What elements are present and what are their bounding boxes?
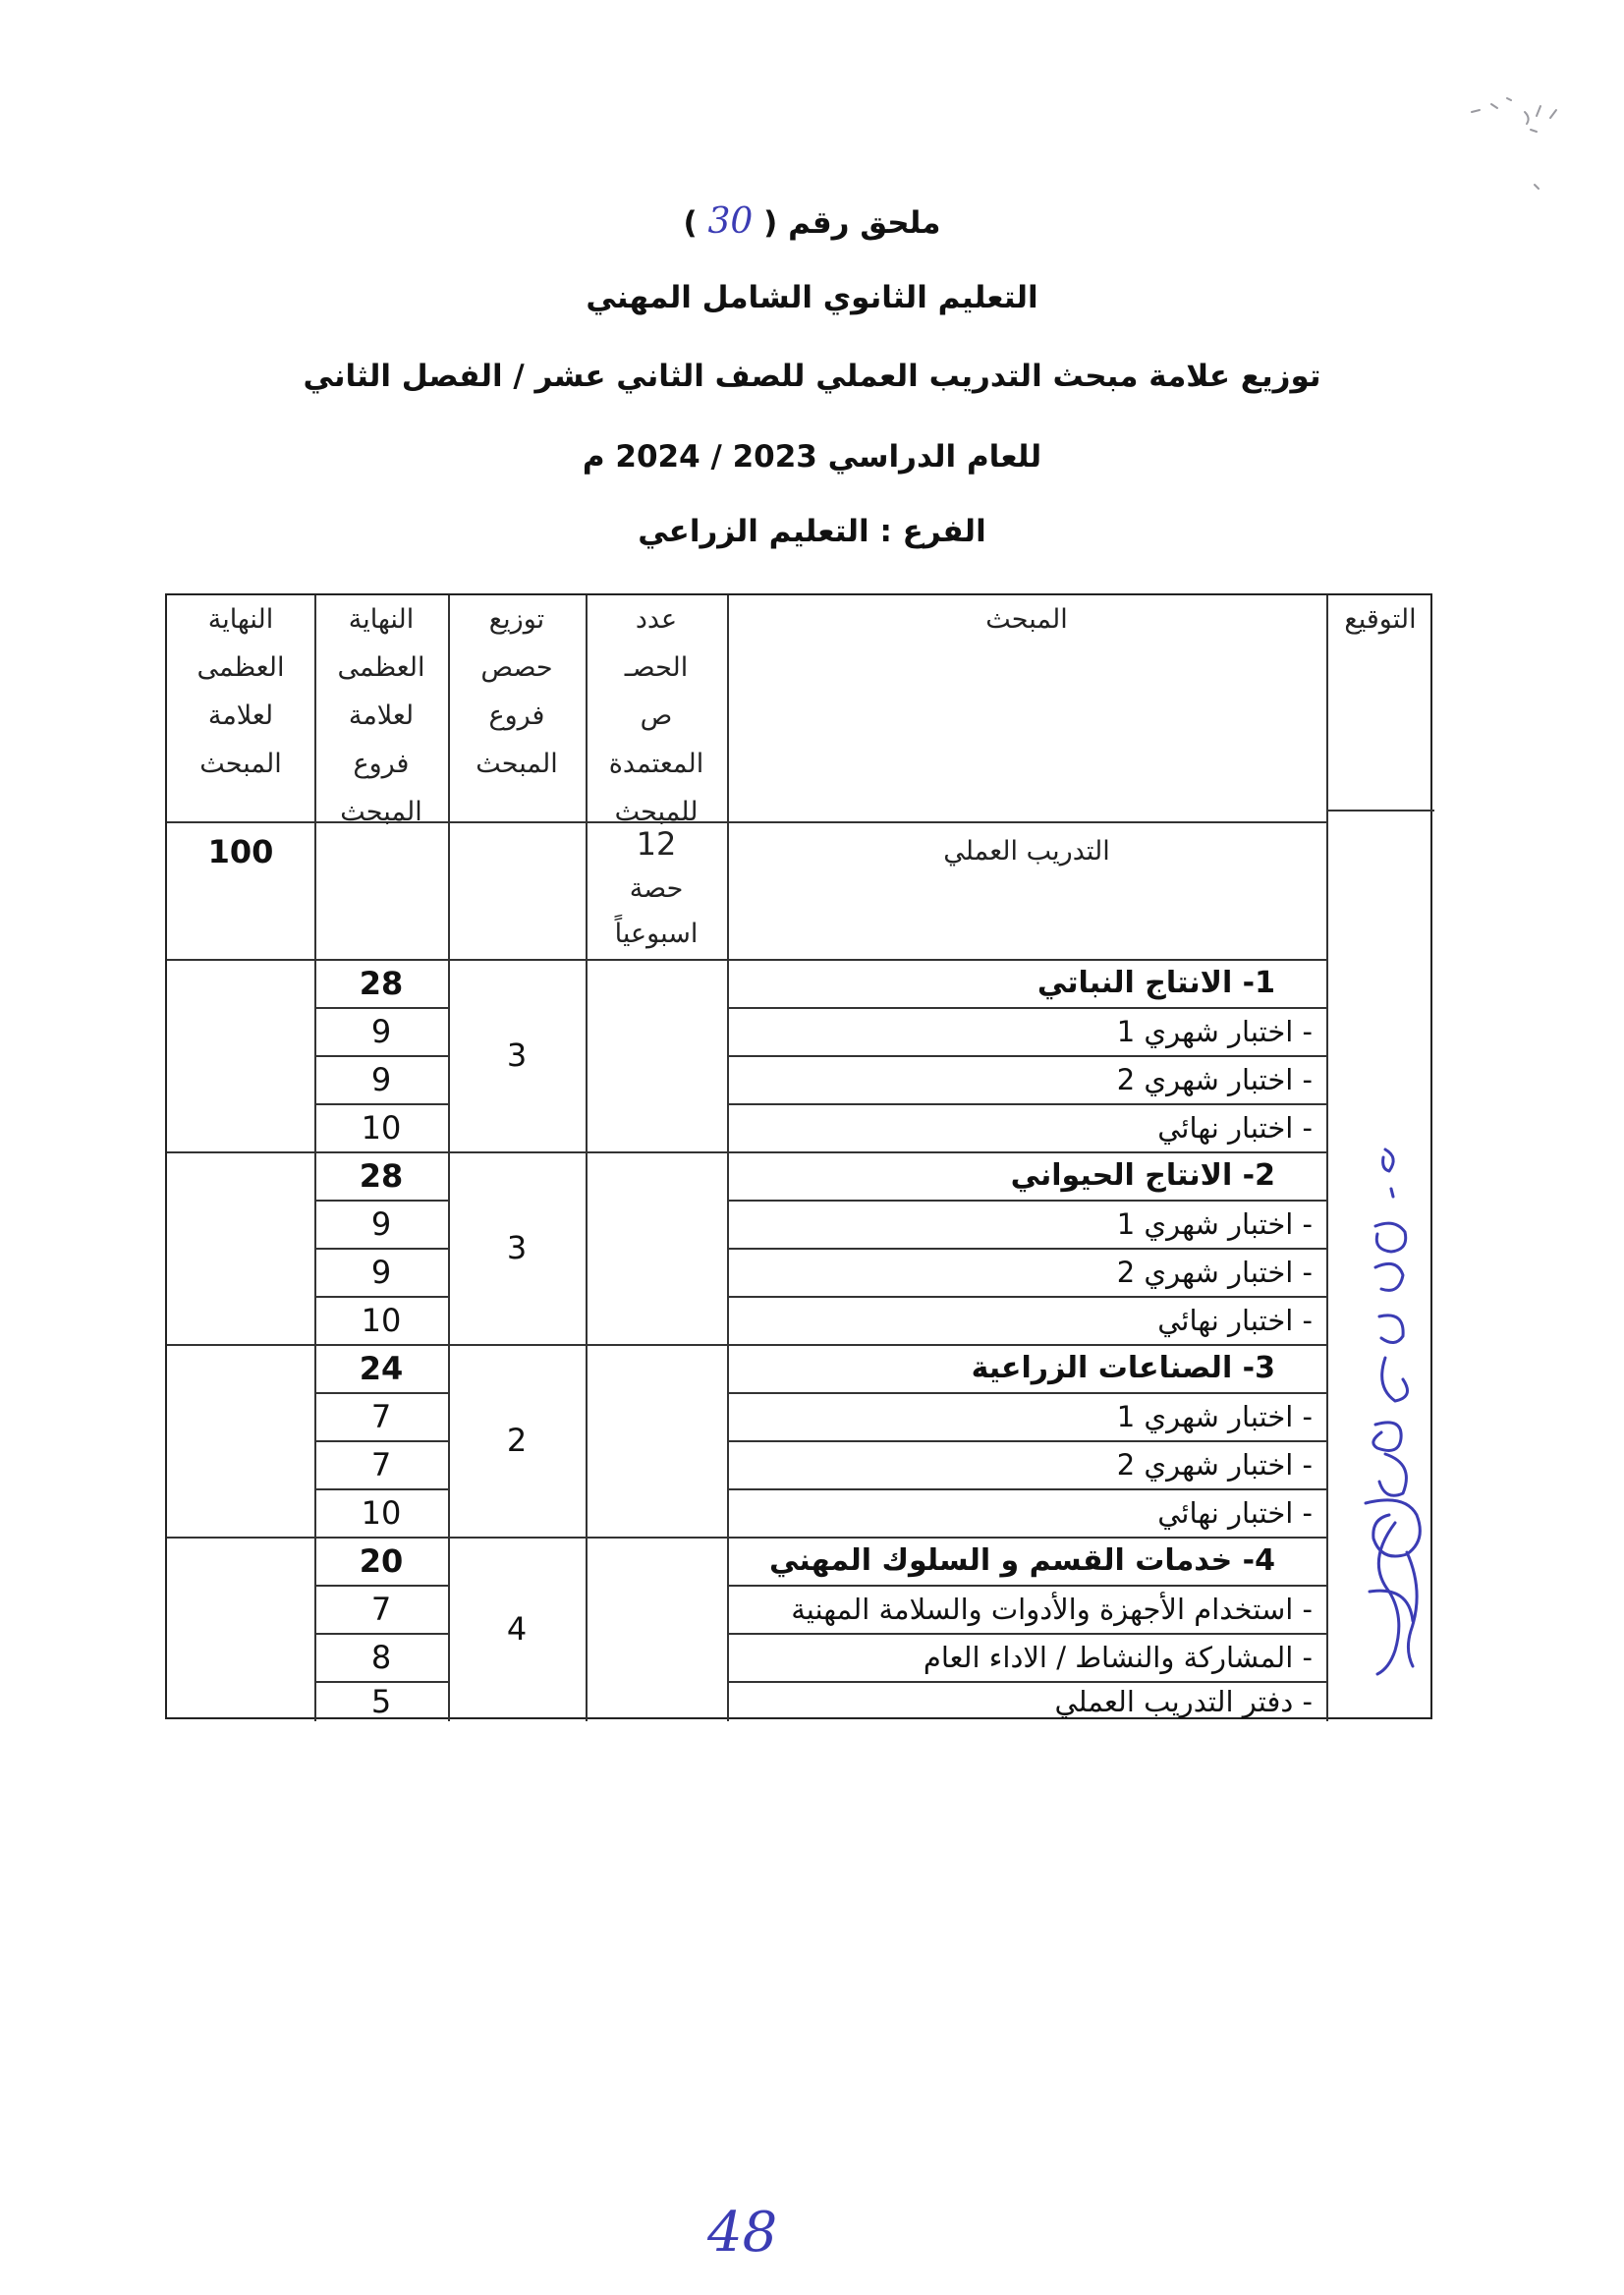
section-3-total: 24 [359,1349,404,1387]
col-header-signature: التوقيع [1344,604,1417,635]
title-line-3: للعام الدراسي 2023 / 2024 م [582,439,1042,475]
col-header-distribution: توزيع حصص فروع المبحث [476,604,558,779]
section-4-item-2: - المشاركة والنشاط / الاداء العام [923,1640,1313,1674]
appendix-close: ) [683,205,698,241]
section-4-title: 4- خدمات القسم و السلوك المهني [768,1543,1275,1578]
section-2-item-1: - اختبار شهري 1 [1116,1206,1313,1241]
section-3-item-2: - اختبار شهري 2 [1116,1447,1313,1482]
section-4-mark-3: 5 [370,1682,392,1720]
section-2-mark-1: 9 [370,1204,392,1243]
title-line-2: توزيع علامة مبحث التدريب العملي للصف الثاني عشر / الفصل الثاني [303,359,1321,394]
main-subject-name: التدريب العملي [943,836,1110,867]
section-2-mark-2: 9 [370,1253,392,1291]
section-1-title: 1- الانتاج النباتي [1036,966,1275,1000]
section-4-mark-1: 7 [370,1590,392,1628]
col-header-subject-max: النهاية العظمى لعلامة المبحث [196,604,285,779]
main-subject-max: 100 [207,833,274,870]
section-1-item-1: - اختبار شهري 1 [1116,1014,1313,1048]
section-3-mark-2: 7 [370,1445,392,1483]
section-3-mark-1: 7 [370,1397,392,1435]
section-4-item-3: - دفتر التدريب العملي [1054,1684,1313,1718]
section-1-item-3: - اختبار نهائي [1157,1110,1313,1145]
section-2-item-2: - اختبار شهري 2 [1116,1255,1313,1289]
appendix-title [0,201,1624,242]
corner-marks [1462,90,1590,198]
title-line-4: الفرع : التعليم الزراعي [638,514,986,549]
section-2-mark-3: 10 [361,1301,402,1339]
col-header-subject: المبحث [985,604,1068,635]
appendix-number: 30 [707,201,754,242]
section-3-mark-3: 10 [361,1493,402,1532]
appendix-label: ملحق رقم ( [763,205,941,241]
section-1-item-2: - اختبار شهري 2 [1116,1062,1313,1096]
section-3-item-3: - اختبار نهائي [1157,1495,1313,1530]
section-4-item-1: - استخدام الأجهزة والأدوات والسلامة المهنية [791,1592,1313,1626]
section-1-periods: 3 [506,1036,528,1074]
section-2-title: 2- الانتاج الحيواني [1010,1158,1275,1193]
section-3-item-1: - اختبار شهري 1 [1116,1399,1313,1433]
section-1-total: 28 [359,964,404,1002]
section-3-title: 3- الصناعات الزراعية [971,1351,1275,1385]
section-3-periods: 2 [506,1422,528,1459]
marks-distribution-table [165,593,1432,1719]
handwritten-signature [1346,1130,1440,1690]
section-4-periods: 4 [506,1610,528,1648]
section-4-mark-2: 8 [370,1638,392,1676]
col-header-branch-max: النهاية العظمى لعلامة فروع المبحث [337,604,425,827]
section-2-total: 28 [359,1156,404,1195]
section-2-periods: 3 [506,1229,528,1266]
page-number: 48 [707,2201,778,2265]
section-2-item-3: - اختبار نهائي [1157,1303,1313,1337]
section-1-mark-3: 10 [361,1108,402,1147]
col-header-periods: عدد الحصـ ص المعتمدة للمبحث [608,604,704,827]
section-1-mark-1: 9 [370,1012,392,1050]
section-1-mark-2: 9 [370,1060,392,1098]
main-periods: 12 حصة اسبوعياً [614,825,699,949]
title-line-1: التعليم الثانوي الشامل المهني [586,280,1038,315]
section-4-total: 20 [359,1541,404,1580]
